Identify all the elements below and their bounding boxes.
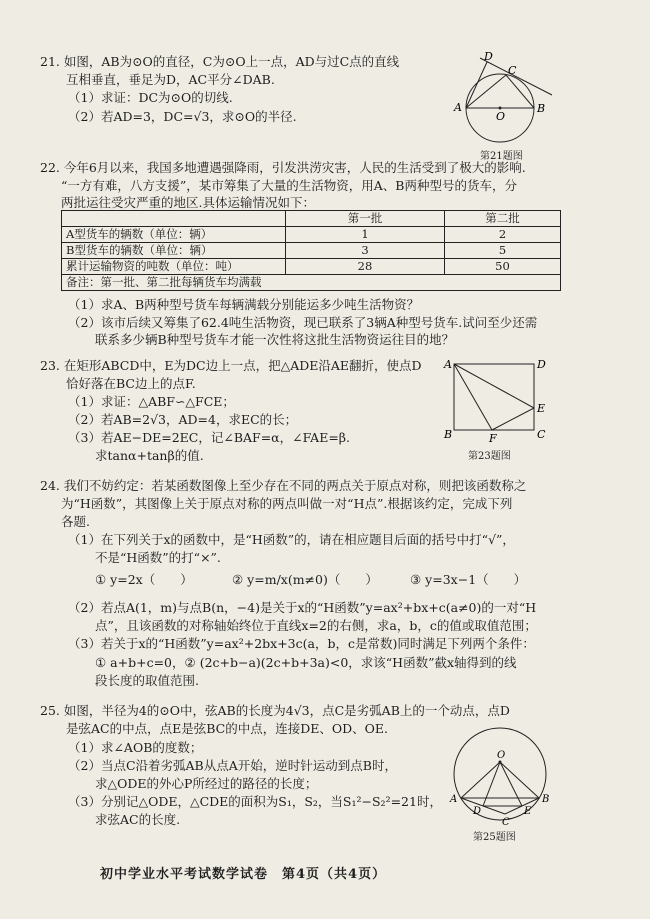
q24-line-12: ① a+b+c=0，② (2c+b−a)(2c+b+3a)<0，求该“H函数”截x轴得到的线 <box>95 655 517 670</box>
table-note: 备注：第一批、第二批每辆货车均满载 <box>62 275 561 291</box>
table-cell: 28 <box>286 259 445 275</box>
q24-line-3: 各题. <box>61 514 90 529</box>
table-cell: A型货车的辆数（单位：辆） <box>62 227 286 243</box>
q21-line-1: 21. 如图，AB为⊙O的直径，C为⊙O上一点，AD与过C点的直线 <box>40 54 400 69</box>
q21-label-d: D <box>484 50 493 63</box>
q24-line-5: 不是“H函数”的打“×”. <box>95 550 221 565</box>
q23-label-e: E <box>537 402 546 415</box>
q21-line-2: 互相垂直，垂足为D，AC平分∠DAB. <box>66 72 275 87</box>
q23-label-f: F <box>489 432 497 445</box>
table-header-cell: 第二批 <box>445 211 561 227</box>
q23-label-a: A <box>444 358 452 371</box>
q23-label-b: B <box>444 428 453 441</box>
table-row <box>62 227 561 243</box>
q22-table <box>61 210 561 291</box>
q23-line-5: （3）若AE−DE=2EC，记∠BAF=α，∠FAE=β. <box>68 430 351 445</box>
table-header-cell: 第一批 <box>286 211 445 227</box>
q24-option-2: ② y=m/x(m≠0)（ ） <box>232 572 378 587</box>
q22-line-3: 两批运往受灾严重的地区.具体运输情况如下： <box>61 195 315 210</box>
q24-option-3: ③ y=3x−1（ ） <box>410 572 527 587</box>
q25-label-e: E <box>524 806 532 817</box>
table-row <box>62 259 561 275</box>
q23-label-d: D <box>537 358 546 371</box>
q21-caption: 第21题图 <box>480 151 523 162</box>
q21-line-3: （1）求证：DC为⊙O的切线. <box>68 90 233 105</box>
q25-label-a: A <box>450 794 458 805</box>
table-cell: 累计运输物资的吨数（单位：吨） <box>62 259 286 275</box>
q21-figure <box>440 50 560 145</box>
table-cell: B型货车的辆数（单位：辆） <box>62 243 286 259</box>
q25-line-7: 求弦AC的长度. <box>95 812 181 827</box>
q22-sub-3: 联系多少辆B种型号货车才能一次性将这批生活物资运往目的地？ <box>95 332 455 347</box>
q21-label-b: B <box>537 102 546 115</box>
q25-line-4: （2）当点C沿着劣弧AB从点A开始，逆时针运动到点B时， <box>68 758 397 773</box>
q23-label-c: C <box>537 428 546 441</box>
q24-line-11: （3）若关于x的“H函数”y=ax²+2bx+3c(a，b，c是常数)同时满足下列两个条件： <box>68 636 535 651</box>
q25-label-c: C <box>502 817 510 827</box>
q22-line-2: “一方有难，八方支援”，某市筹集了大量的生活物资，用A、B两种型号的货车，分 <box>61 178 517 193</box>
q24-line-10: 点”，且该函数的对称轴始终位于直线x=2的右侧，求a，b，c的值或取值范围； <box>95 618 537 633</box>
q25-label-o: O <box>497 750 506 761</box>
q24-line-2: 为“H函数”，其图像上关于原点对称的两点叫做一对“H点”.根据该约定，完成下列 <box>61 496 513 511</box>
table-header-cell <box>62 211 286 227</box>
q23-line-1: 23. 在矩形ABCD中，E为DC边上一点，把△ADE沿AE翻折，使点D <box>40 358 422 373</box>
table-cell: 1 <box>286 227 445 243</box>
table-row <box>62 275 561 291</box>
q25-caption: 第25题图 <box>473 832 516 843</box>
table-cell: 3 <box>286 243 445 259</box>
page-footer: 初中学业水平考试数学试卷 第4页（共4页） <box>100 867 387 882</box>
q25-line-1: 25. 如图，半径为4的⊙O中，弦AB的长度为4√3，点C是劣弧AB上的一个动点，点D <box>40 703 510 718</box>
q25-label-b: B <box>542 794 550 805</box>
q24-line-1: 24. 我们不妨约定：若某函数图像上至少存在不同的两点关于原点对称，则把该函数称之 <box>40 478 527 493</box>
q23-caption: 第23题图 <box>468 451 511 462</box>
q23-line-3: （1）求证：△ABF∽△FCE； <box>68 394 235 409</box>
table-cell: 5 <box>445 243 561 259</box>
q23-figure <box>440 358 550 448</box>
q21-label-a: A <box>454 101 462 114</box>
q22-sub-1: （1）求A、B两种型号货车每辆满载分别能运多少吨生活物资？ <box>68 297 420 312</box>
q21-label-c: C <box>508 64 517 77</box>
q22-sub-2: （2）该市后续又筹集了62.4吨生活物资，现已联系了3辆A种型号货车.试问至少还需 <box>68 315 538 330</box>
q25-line-6: （3）分别记△ODE，△CDE的面积为S₁，S₂，当S₁²−S₂²=21时， <box>68 794 442 809</box>
q23-line-4: （2）若AB=2√3，AD=4，求EC的长； <box>68 412 298 427</box>
q25-line-2: 是弦AC的中点，点E是弦BC的中点，连接DE、OD、OE. <box>66 721 388 736</box>
q25-line-5: 求△ODE的外心P所经过的路径的长度； <box>95 776 318 791</box>
table-row <box>62 211 561 227</box>
q22-line-1: 22. 今年6月以来，我国多地遭遇强降雨，引发洪涝灾害，人民的生活受到了极大的影响. <box>40 160 526 175</box>
q23-line-6: 求tanα+tanβ的值. <box>95 448 204 463</box>
q21-label-o: O <box>496 110 506 123</box>
q24-line-9: （2）若点A(1，m)与点B(n，−4)是关于x的“H函数”y=ax²+bx+c(a≠0)的一对“H <box>68 600 537 615</box>
q24-line-4: （1）在下列关于x的函数中，是“H函数”的，请在相应题目后面的括号中打“√”， <box>68 532 515 547</box>
table-cell: 2 <box>445 227 561 243</box>
q24-option-1: ① y=2x（ ） <box>95 572 193 587</box>
q24-line-13: 段长度的取值范围. <box>95 673 199 688</box>
table-row <box>62 243 561 259</box>
q21-line-4: （2）若AD=3，DC=√3，求⊙O的半径. <box>68 109 297 124</box>
table-cell: 50 <box>445 259 561 275</box>
q25-label-d: D <box>473 806 482 817</box>
q25-figure <box>445 722 555 827</box>
q23-line-2: 恰好落在BC边上的点F. <box>66 376 196 391</box>
q25-line-3: （1）求∠AOB的度数； <box>68 740 203 755</box>
